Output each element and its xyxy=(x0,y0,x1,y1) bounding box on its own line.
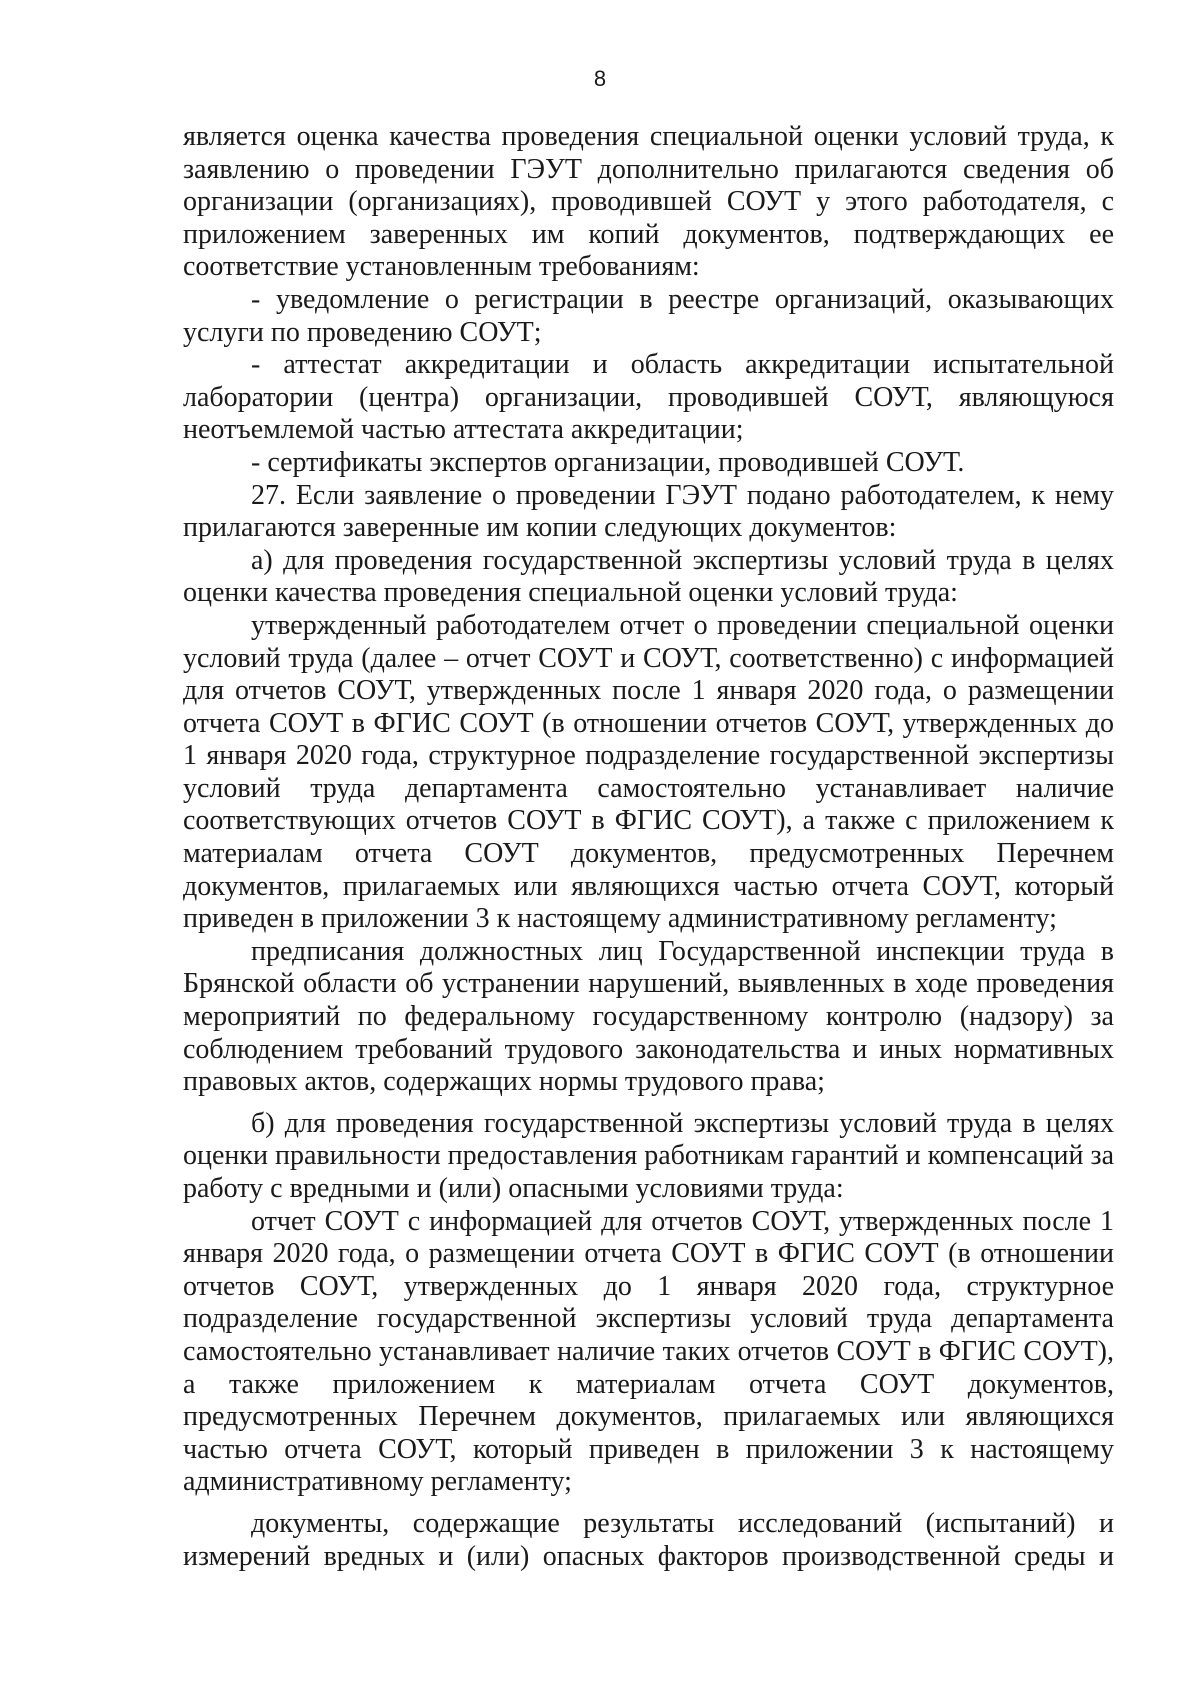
page-number: 8 xyxy=(593,66,607,91)
paragraph-certificates-item: - сертификаты экспертов организации, проводившей СОУТ. xyxy=(251,446,965,478)
paragraph-inspection-orders: предписания должностных лиц Государственной инспекции труда в Брянской области об устранении нарушений, выявленных в ходе проведения мероприятий по федеральному государственному контролю (надзору) за соблюдением требований трудового законодательства и иных нормативных правовых актов, содержащих нормы трудового права; xyxy=(183,935,1114,1098)
paragraph-sout-report: отчет СОУТ с информацией для отчетов СОУТ, утвержденных после 1 января 2020 года, о размещении отчета СОУТ в ФГИС СОУТ (в отношении отчетов СОУТ, утвержденных до 1 января 2020 года, структурное подразделение государственной экспертизы условий труда департамента самостоятельно устанавливает наличие таких отчетов СОУТ в ФГИС СОУТ), а также приложением к материалам отчета СОУТ документов, предусмотренных Перечнем документов, прилагаемых или являющихся частью отчета СОУТ, который приведен в приложении 3 к настоящему административному регламенту; xyxy=(183,1205,1114,1498)
paragraph-subclause-a: а) для проведения государственной экспертизы условий труда в целях оценки качества проведения специальной оценки условий труда: xyxy=(183,544,1114,609)
paragraph-measurement-documents: документы, содержащие результаты исследований (испытаний) и измерений вредных и (или) опасных факторов производственной среды и xyxy=(183,1507,1114,1572)
paragraph-notification-item: - уведомление о регистрации в реестре организаций, оказывающих услуги по проведению СОУТ; xyxy=(183,283,1114,348)
paragraph-subclause-b: б) для проведения государственной экспертизы условий труда в целях оценки правильности предоставления работникам гарантий и компенсаций за работу с вредными и (или) опасными условиями труда: xyxy=(183,1107,1114,1204)
paragraph-continuation: является оценка качества проведения специальной оценки условий труда, к заявлению о проведении ГЭУТ дополнительно прилагаются сведения об организации (организациях), проводившей СОУТ у этого работодателя, с приложением заверенных им копий документов, подтверждающих ее соответствие установленным требованиям: xyxy=(183,121,1114,283)
paragraph-clause-27: 27. Если заявление о проведении ГЭУТ подано работодателем, к нему прилагаются заверенные им копии следующих документов: xyxy=(183,479,1114,544)
paragraph-accreditation-item: - аттестат аккредитации и область аккредитации испытательной лаборатории (центра) организации, проводившей СОУТ, являющуюся неотъемлемой частью аттестата аккредитации; xyxy=(183,349,1114,446)
document-body xyxy=(183,121,1114,1573)
paragraph-approved-report: утвержденный работодателем отчет о проведении специальной оценки условий труда (далее – отчет СОУТ и СОУТ, соответственно) с информацией для отчетов СОУТ, утвержденных после 1 января 2020 года, о размещении отчета СОУТ в ФГИС СОУТ (в отношении отчетов СОУТ, утвержденных до 1 января 2020 года, структурное подразделение государственной экспертизы условий труда департамента самостоятельно устанавливает наличие соответствующих отчетов СОУТ в ФГИС СОУТ), а также с приложением к материалам отчета СОУТ документов, предусмотренных Перечнем документов, прилагаемых или являющихся частью отчета СОУТ, который приведен в приложении 3 к настоящему административному регламенту; xyxy=(183,609,1114,935)
